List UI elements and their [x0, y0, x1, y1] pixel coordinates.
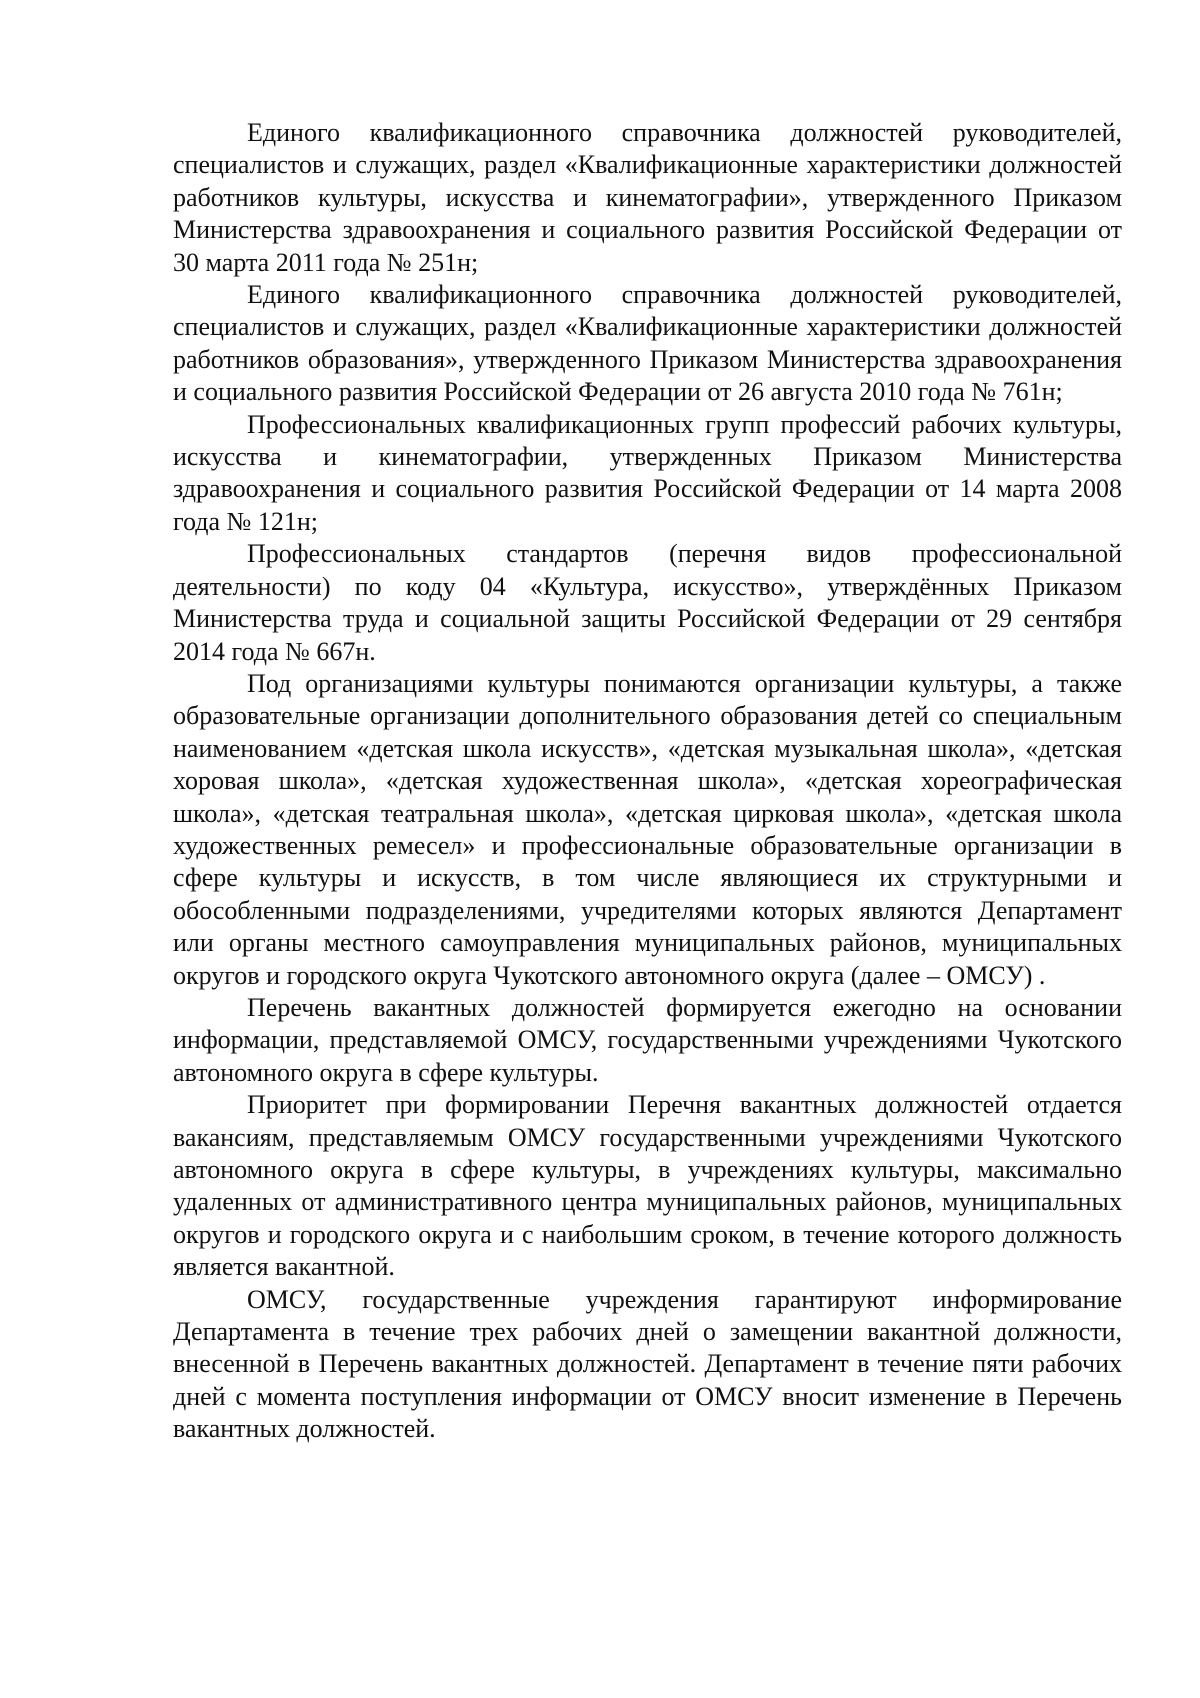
paragraph-vacancy-list-formation: Перечень вакантных должностей формируется ежегодно на основании информации, представляемой ОМСУ, государственными учреждениями Чукотского автономного округа в сфере культуры.	[173, 992, 1122, 1087]
paragraph-department-notification: ОМСУ, государственные учреждения гарантируют информирование Департамента в течение трех рабочих дней о замещении вакантной должности, внесенной в Перечень вакантных должностей. Департамент в течение пяти рабочих дней с момента поступления информации от ОМСУ вносит изменение в Перечень вакантных должностей.	[173, 1284, 1122, 1444]
paragraph-professional-qualification-groups: Профессиональных квалификационных групп профессий рабочих культуры, искусства и кинематографии, утвержденных Приказом Министерства здравоохранения и социального развития Российской Федерации от 14 марта 2008 года № 121н;	[173, 409, 1122, 536]
document-body	[173, 117, 1122, 1446]
paragraph-unified-handbook-culture: Единого квалификационного справочника должностей руководителей, специалистов и служащих, раздел «Квалификационные характеристики должностей работников культуры, искусства и кинематографии», утвержденного Приказом Министерства здравоохранения и социального развития Российской Федерации от 30 марта 2011 года № 251н;	[173, 118, 1122, 277]
paragraph-vacancy-priority: Приоритет при формировании Перечня вакантных должностей отдается вакансиям, представляемым ОМСУ государственными учреждениями Чукотского автономного округа в сфере культуры, в учреждениях культуры, максимально удаленных от административного центра муниципальных районов, муниципальных округов и городского округа и с наибольшим сроком, в течение которого должность является вакантной.	[173, 1090, 1122, 1282]
paragraph-unified-handbook-education: Единого квалификационного справочника должностей руководителей, специалистов и служащих, раздел «Квалификационные характеристики должностей работников образования», утвержденного Приказом Министерства здравоохранения и социального развития Российской Федерации от 26 августа 2010 года № 761н;	[173, 280, 1122, 407]
paragraph-professional-standards: Профессиональных стандартов (перечня видов профессиональной деятельности) по коду 04 «Культура, искусство», утверждённых Приказом Министерства труда и социальной защиты Российской Федерации от 29 сентября 2014 года № 667н.	[173, 539, 1122, 666]
paragraph-culture-organizations-definition: Под организациями культуры понимаются организации культуры, а также образовательные организации дополнительного образования детей со специальным наименованием «детская школа искусств», «детская музыкальная школа», «детская хоровая школа», «детская художественная школа», «детская хореографическая школа», «детская театральная школа», «детская цирковая школа», «детская школа художественных ремесел» и профессиональные образовательные организации в сфере культуры и искусств, в том числе являющиеся их структурными и обособленными подразделениями, учредителями которых являются Департамент или органы местного самоуправления муниципальных районов, муниципальных округов и городского округа Чукотского автономного округа (далее – ОМСУ) .	[173, 668, 1122, 990]
